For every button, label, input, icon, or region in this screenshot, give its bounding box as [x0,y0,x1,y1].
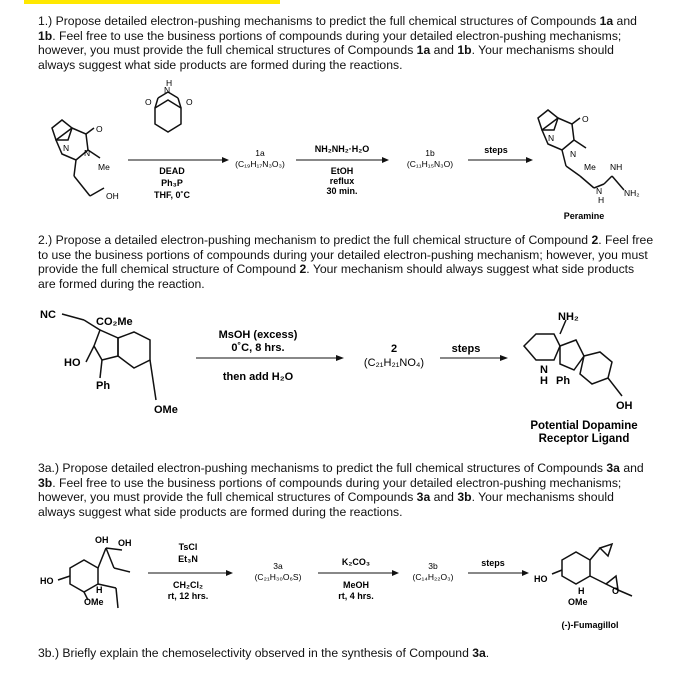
atom-oh-3a: OH [95,535,109,545]
product-2-name-2: Receptor Ligand [538,433,630,445]
atom-me-1: Me [98,162,110,172]
compound-1b-formula: (C₁₁H₁₅N₃O) [406,159,454,169]
steps-label-3: steps [481,558,505,568]
steps-label-1: steps [484,145,508,155]
compound-1a-formula: (C₁₉H₁₇N₃O₃) [235,159,285,169]
compound-2-label: 2 [390,343,398,355]
arrowhead-4 [336,355,344,361]
atom-oh-3b: OH [118,538,132,548]
atom-ome: OMe [154,404,178,416]
reagent-2-top: NH₂NH₂·H₂O [314,144,370,154]
peramine-o: O [582,114,589,124]
peramine-name: Peramine [563,211,605,221]
product-2-n: N [540,364,548,376]
atom-ome-3: OMe [84,597,104,607]
atom-oh-1: OH [106,191,119,201]
arrowhead-3 [526,157,533,163]
peramine-n-1: N [548,133,555,143]
fumagillol-ome: OMe [568,597,588,607]
fumagillol-h: H [578,586,585,596]
arrowhead-8 [522,570,529,576]
question-3b-text: 3b.) Briefly explain the chemoselectivity observed in the synthesis of Compound 3a. [38,646,490,660]
arrowhead-2 [382,157,389,163]
peramine-nh: NH [610,162,623,172]
reagent-3a-top-2: Et₃N [178,554,198,564]
compound-2-formula: (C₂₁H₂₁NO₄) [363,357,425,369]
compound-3b-formula: (C₁₄H₂₂O₃) [412,572,454,582]
atom-n-2: N [84,148,91,158]
steps-label-2: steps [451,343,481,355]
product-2-h: H [540,375,548,387]
compound-3b-label: 3b [428,561,438,571]
atom-co2me: CO₂Me [96,316,133,328]
reagent-3a-bottom-2: rt, 12 hrs. [167,591,209,601]
atom-ho: HO [64,357,81,369]
reagent-1-line-3: THF, 0˚C [154,190,190,200]
reagent-2-top-1: MsOH (excess) [218,329,298,341]
atom-h-1: H [166,78,173,88]
atom-h-3: H [96,585,103,595]
product-2-name-1: Potential Dopamine [530,420,638,432]
reagent-2-line-3: 30 min. [326,186,358,196]
arrowhead-1 [222,157,229,163]
reagent-2-bottom: then add H₂O [222,371,294,383]
atom-nc: NC [40,309,56,321]
atom-ph: Ph [96,380,111,392]
compound-3a-formula: (C₂₁H₃₀O₆S) [254,572,302,582]
peramine-n-3: N [596,186,603,196]
peramine-nh2: NH₂ [624,188,640,198]
question-3a-text: 3a.) Propose detailed electron-pushing mechanisms to predict the full chemical structures of Compounds 3a and 3b. Feel free to use the business portions of compounds during your detailed electron-pushing mechanisms; however, you must provide the full chemical structures of Compounds 3a and 3b. Your mechanisms should always suggest what side products are formed during the reactions. [38,461,644,519]
atom-n-3: N [164,85,171,95]
peramine-h: H [598,195,605,205]
dopamine-ligand-structure [524,320,622,396]
atom-o-3: O [186,97,193,107]
fumagillol-structure [552,544,632,596]
reagent-3b-bottom-2: rt, 4 hrs. [338,591,374,601]
fumagillol-name: (-)-Fumagillol [561,620,619,630]
product-2-oh: OH [616,400,633,412]
atom-n-1: N [63,143,70,153]
reagent-2-line-2: reflux [329,176,355,186]
arrowhead-5 [500,355,508,361]
scheme-2 [40,309,638,445]
reagent-3b-bottom-1: MeOH [342,580,370,590]
reagent-3b-top: K₂CO₃ [341,557,371,567]
compound-1a-label: 1a [255,148,265,158]
reagent-1-line-1: DEAD [159,166,185,176]
product-2-nh2: NH₂ [558,311,579,323]
peramine-me: Me [584,162,596,172]
question-1-text: 1.) Propose detailed electron-pushing mechanisms to predict the full chemical structures of Compounds 1a and 1b. Feel free to use the business portions of compounds during your detailed electron-pushing mechanisms; however, you must provide the full chemical structures of Compounds 1a and 1b. Your mechanisms should always suggest what side products are formed during the reactions. [38,14,637,72]
arrowhead-6 [226,570,233,576]
compound-1b-label: 1b [425,148,435,158]
atom-o-2: O [145,97,152,107]
reagent-3a-bottom-1: CH₂Cl₂ [173,580,203,590]
reagent-3a-top-1: TsCl [178,542,198,552]
reagent-2-line-1: EtOH [330,166,354,176]
reagent-2-top-2: 0˚C, 8 hrs. [231,342,285,354]
product-2-ph: Ph [556,375,571,387]
reagent-1-line-2: Ph₃P [161,178,183,188]
fumagillol-o: O [612,586,620,596]
atom-ho-3: HO [40,576,54,586]
scheme-3 [40,535,632,630]
fumagillol-ho: HO [534,574,548,584]
question-2-text: 2.) Propose a detailed electron-pushing mechanism to predict the full chemical structure of Compound 2. Feel free to use the business portions of compounds during your detailed electron-pushing mechanism; however, you must provide the full chemical structure of Compound 2. Your mechanism should always suggest what side products are formed during the reaction. [38,233,654,291]
atom-o-1: O [96,124,103,134]
peramine-structure [538,110,624,190]
peramine-n-2: N [570,149,577,159]
phthalimide [155,92,181,132]
compound-3a-label: 3a [273,561,283,571]
arrowhead-7 [392,570,399,576]
scheme-1 [52,78,640,221]
